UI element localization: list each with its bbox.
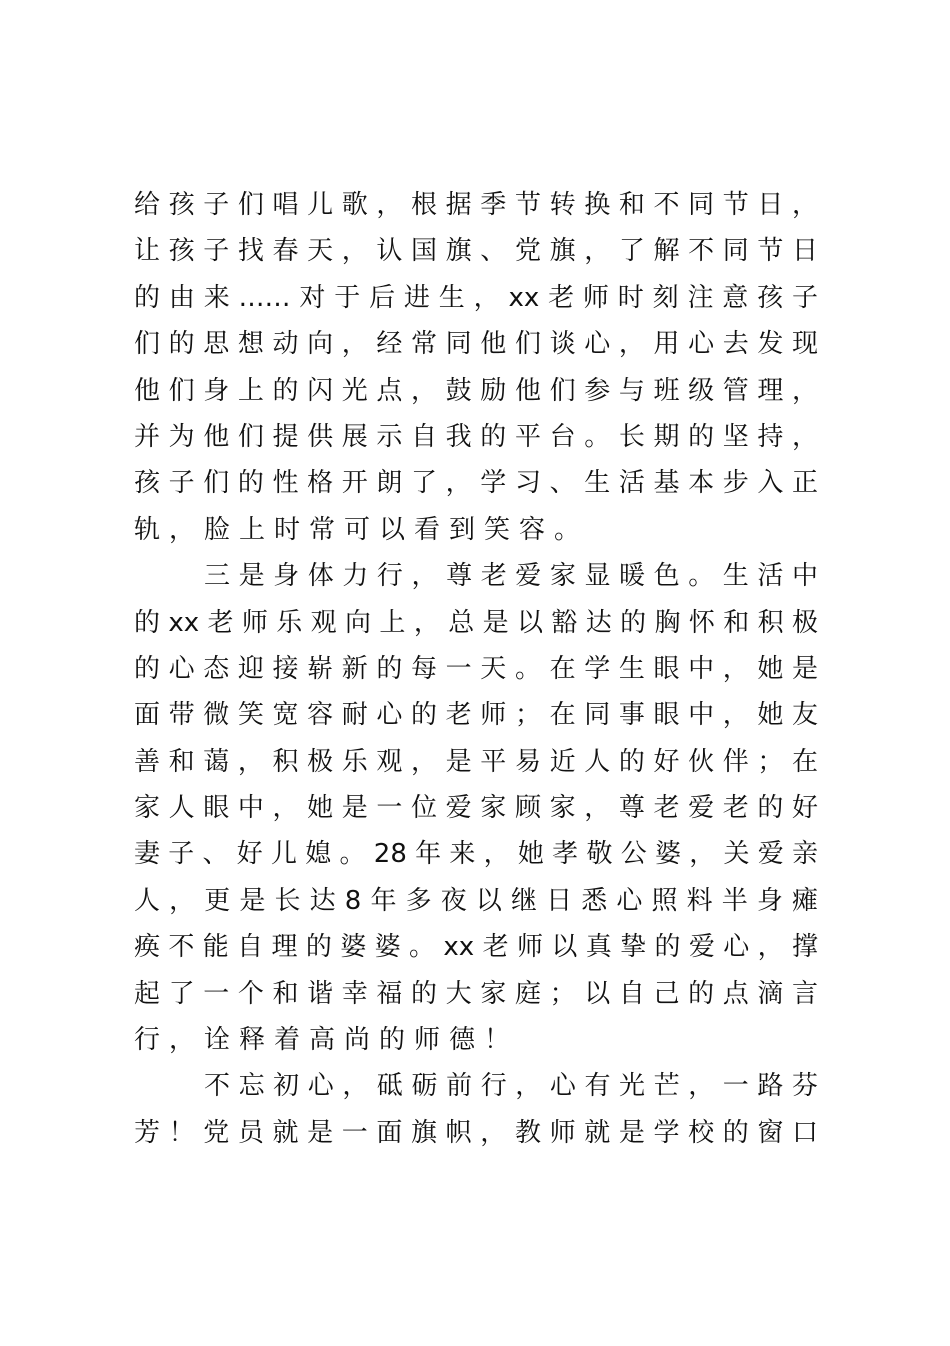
text-line: 起了一个和谐幸福的大家庭；以自己的点滴言 <box>134 978 818 1009</box>
body-text <box>134 182 818 1156</box>
text-line: 家人眼中，她是一位爱家顾家，尊老爱老的好 <box>134 793 818 824</box>
text-line: 的心态迎接崭新的每一天。在学生眼中，她是 <box>134 653 818 684</box>
text-line: 痪不能自理的婆婆。xx老师以真挚的爱心，撑 <box>134 932 818 963</box>
text-line: 的由来……对于后进生，xx老师时刻注意孩子 <box>134 282 818 313</box>
text-line: 轨，脸上时常可以看到笑容。 <box>134 514 590 545</box>
text-line: 孩子们的性格开朗了，学习、生活基本步入正 <box>134 468 818 499</box>
text-line: 并为他们提供展示自我的平台。长期的坚持， <box>134 421 818 452</box>
text-line: 行，诠释着高尚的师德！ <box>134 1025 520 1056</box>
text-line: 芳！党员就是一面旗帜，教师就是学校的窗口 <box>134 1117 818 1148</box>
text-line: 面带微笑宽容耐心的老师；在同事眼中，她友 <box>134 700 818 731</box>
paragraph-start-line: 不忘初心，砥砺前行，心有光芒，一路芬 <box>204 1071 818 1102</box>
text-line: 的xx老师乐观向上，总是以豁达的胸怀和积极 <box>134 607 818 638</box>
paragraph-start-line: 三是身体力行，尊老爱家显暖色。生活中 <box>204 561 818 592</box>
text-line: 给孩子们唱儿歌，根据季节转换和不同节日， <box>134 190 818 220</box>
text-line: 们的思想动向，经常同他们谈心，用心去发现 <box>134 329 818 360</box>
text-line: 人，更是长达8年多夜以继日悉心照料半身瘫 <box>134 885 818 916</box>
text-line: 妻子、好儿媳。28年来，她孝敬公婆，关爱亲 <box>134 839 818 870</box>
text-line: 善和蔼，积极乐观，是平易近人的好伙伴；在 <box>134 746 818 777</box>
text-line: 让孩子找春天，认国旗、党旗，了解不同节日 <box>134 236 818 267</box>
text-line: 他们身上的闪光点，鼓励他们参与班级管理， <box>134 375 818 406</box>
